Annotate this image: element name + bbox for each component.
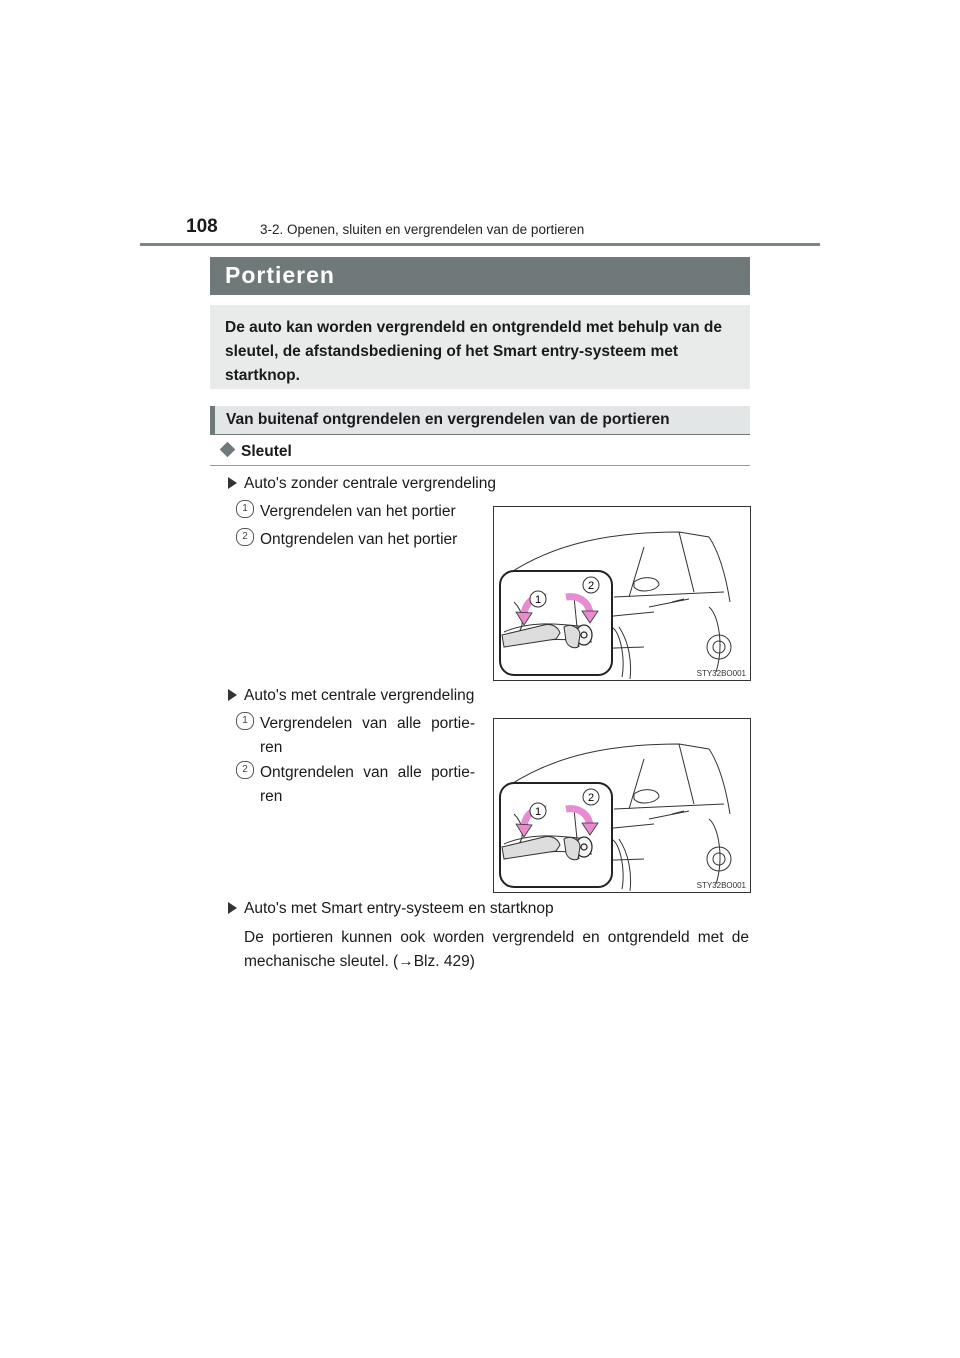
step-number: 2 <box>236 761 254 779</box>
subsection-title: Van buitenaf ontgrendelen en vergrendelen van de portieren <box>226 411 670 428</box>
case1-label-text: Auto's zonder centrale vergrendeling <box>244 475 496 492</box>
triangle-bullet-icon <box>228 689 237 701</box>
step-number: 1 <box>236 500 254 518</box>
triangle-bullet-icon <box>228 477 237 489</box>
running-header: 3-2. Openen, sluiten en vergrendelen van de portieren <box>260 222 585 237</box>
case2-label <box>228 687 474 705</box>
case3-body: De portieren kunnen ook worden vergrendeld en ontgrendeld met de mechanische sleutel. (→Blz. 429) <box>244 929 749 970</box>
figure-code: STY32BO001 <box>696 669 746 678</box>
step-number: 2 <box>236 528 254 546</box>
figure-label-1: 1 <box>534 806 542 818</box>
case1-step-1 <box>236 500 486 528</box>
header-rule <box>140 243 820 246</box>
car-door-illustration <box>494 507 750 680</box>
figure-label-2: 2 <box>587 580 595 592</box>
case3-label <box>228 900 554 918</box>
intro-text: De auto kan worden vergrendeld en ontgrendeld met behulp van de sleutel, de afstandsbediening of het Smart entry-systeem met startknop. <box>225 319 722 384</box>
figure-car-door-key-1 <box>493 506 751 681</box>
step-text: Vergrendelen van het portier <box>260 503 456 520</box>
subsection-bar <box>210 406 750 435</box>
figure-label-1: 1 <box>534 594 542 606</box>
case2-step-2 <box>236 761 486 809</box>
figure-label-2: 2 <box>587 792 595 804</box>
triangle-bullet-icon <box>228 902 237 914</box>
figure-car-door-key-2 <box>493 718 751 893</box>
step-number: 1 <box>236 712 254 730</box>
case2-label-text: Auto's met centrale vergrendeling <box>244 687 475 704</box>
key-heading <box>222 443 292 461</box>
key-rule <box>210 465 750 466</box>
step-text: Ontgrendelen van het portier <box>260 531 458 548</box>
page-title: Portieren <box>225 262 335 288</box>
figure-code: STY32BO001 <box>696 881 746 890</box>
car-door-illustration <box>494 719 750 892</box>
case3-label-text: Auto's met Smart entry-systeem en startknop <box>244 900 554 917</box>
page-number: 108 <box>186 216 218 237</box>
key-heading-text: Sleutel <box>241 443 292 460</box>
diamond-icon <box>220 442 236 458</box>
case1-step-2 <box>236 528 486 556</box>
step-text: Vergrendelen van alle portie-ren <box>260 715 475 756</box>
case1-label <box>228 475 496 493</box>
step-text: Ontgrendelen van alle portie-ren <box>260 764 475 805</box>
intro-box <box>210 305 750 389</box>
case2-step-1 <box>236 712 486 760</box>
title-bar <box>210 257 750 295</box>
